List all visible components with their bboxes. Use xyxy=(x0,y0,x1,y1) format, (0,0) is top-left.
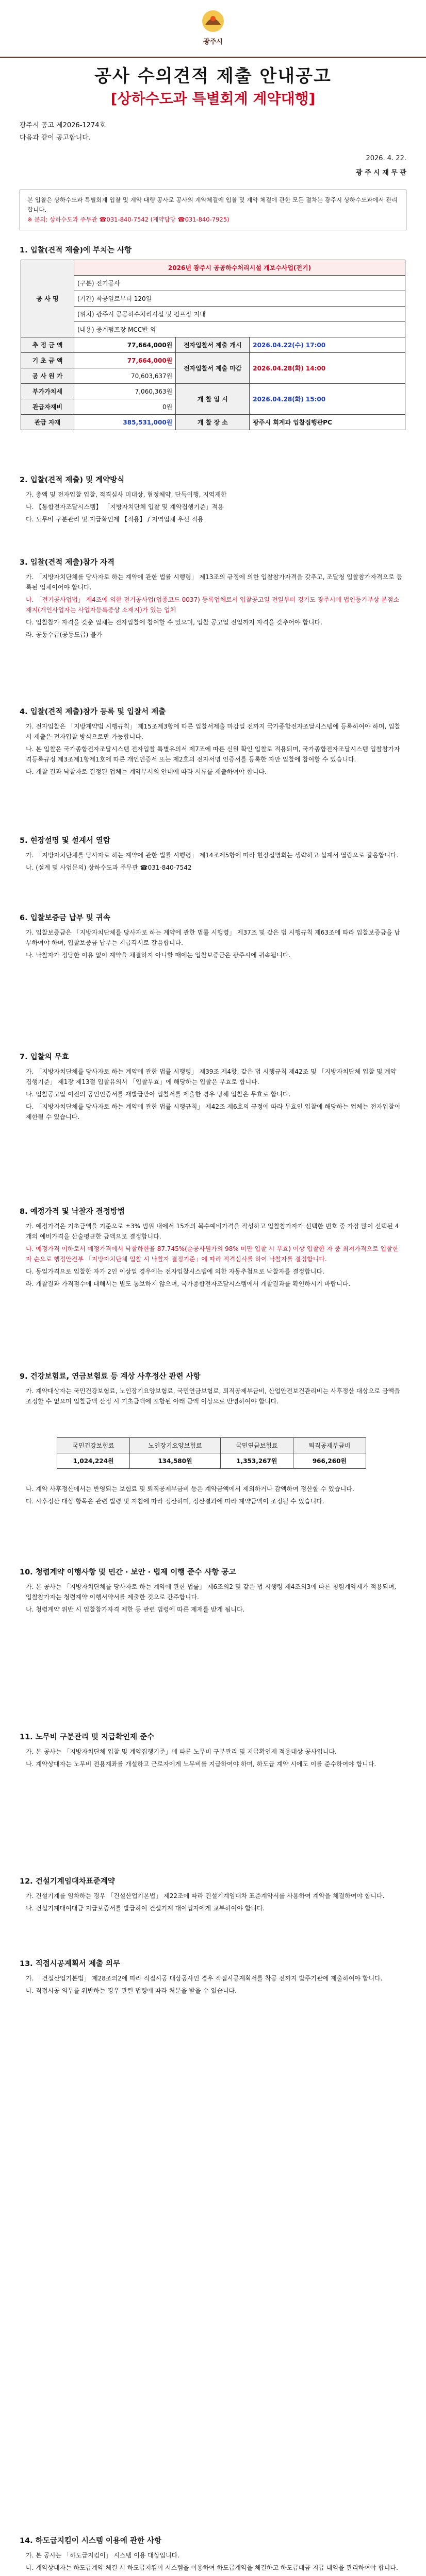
section-9-title: 9. 건강보험료, 연금보험료 등 계상 사후정산 관련 사항 xyxy=(20,1372,201,1381)
text-line: 다. 동일가격으로 입찰한 자가 2인 이상일 경우에는 전자입찰시스템에 의한 자동추첨으로 낙찰자를 결정합니다. xyxy=(26,1268,324,1275)
price-label: 부가가치세 xyxy=(21,384,74,399)
section-3-title: 3. 입찰(견적 제출)참가 자격 xyxy=(20,558,115,567)
text-line: 다. 사후정산 대상 항목은 관련 법령 및 지침에 따라 정산하며, 정산결과에 따라 계약금액이 조정될 수 있습니다. xyxy=(26,1498,324,1505)
section-4-title: 4. 입찰(견적 제출)참가 등록 및 입찰서 제출 xyxy=(20,708,166,716)
notice-number: 광주시 공고 제2026-1274호 xyxy=(20,122,106,129)
text-line: 가. 본 공사는 「하도급지킴이」 시스템 이용 대상입니다. xyxy=(26,2552,179,2559)
section-10-body xyxy=(26,1582,403,1617)
insurance-header: 국민건강보험료 xyxy=(57,1438,130,1453)
schedule-value: 2026.04.28(화) 14:00 xyxy=(250,353,405,384)
intro-line-2: ※ 문의: 상하수도과 주무관 ☎031-840-7542 (계약담당 ☎031-840-7925) xyxy=(27,216,230,223)
section-2-title: 2. 입찰(견적 제출) 및 계약방식 xyxy=(20,476,125,484)
schedule-value: 광주시 회계과 입찰집행관PC xyxy=(250,415,405,430)
section-7-title: 7. 입찰의 무효 xyxy=(20,1053,69,1061)
section-13-body xyxy=(26,1973,403,1998)
text-line: 가. 총액 및 전자입찰 입찰, 적격심사 미대상, 협정체약, 단독이행, 지역제한 xyxy=(26,491,227,498)
insurance-value: 1,353,267원 xyxy=(220,1453,293,1469)
section-4-body xyxy=(26,721,403,779)
text-line: 나. 계약 사후정산에서는 반영되는 보험료 및 퇴직공제부금비 등은 계약금액에서 제외하거나 감액하여 정산할 수 있습니다. xyxy=(26,1485,354,1493)
section-11-title: 11. 노무비 구분관리 및 지급확인제 준수 xyxy=(20,1733,155,1741)
insurance-header: 국민연금보험료 xyxy=(220,1438,293,1453)
notice-date: 2026. 4. 22. xyxy=(366,155,406,162)
text-line: 가. 본 공사는 「지방자치단체를 당사자로 하는 계약에 관한 법률」 제6조의2 및 같은 법 시행령 제4조의3에 따른 청렴계약제가 적용되며, 입찰참가자는 청렴계약 이행서약서를 제출한 것으로 간주합니다. xyxy=(26,1583,397,1601)
header xyxy=(0,0,426,58)
text-line: 나. 직접시공 의무를 위반하는 경우 관련 법령에 따라 처분을 받을 수 있습니다. xyxy=(26,1987,237,1994)
section-3-body xyxy=(26,572,403,642)
text-line: 가. 「건설산업기본법」 제28조의2에 따라 직접시공 대상공사인 경우 직접시공계획서를 착공 전까지 발주기관에 제출하여야 합니다. xyxy=(26,1975,383,1982)
section-8-body xyxy=(26,1221,403,1291)
schedule-label: 전자입찰서 제출 마감 xyxy=(176,353,250,384)
text-line: 다. 노무비 구분관리 및 지급확인제 【적용】 / 지역업체 우선 적용 xyxy=(26,516,204,523)
price-value: 385,531,000원 xyxy=(74,415,176,430)
insurance-value: 1,024,224원 xyxy=(57,1453,130,1469)
project-location: (위치) 광주시 공공하수처리시설 및 펌프장 지내 xyxy=(74,307,405,322)
city-logo-icon xyxy=(201,9,225,33)
text-line: 가. 입찰보증금은 「지방자치단체를 당사자로 하는 계약에 관한 법률 시행령」 제37조 및 같은 법 시행규칙 제63조에 따라 입찰보증금을 납부하여야 하며, 입찰보증금 납부는 지급각서로 갈음합니다. xyxy=(26,929,400,946)
text-line: 나. 계약상대자는 노무비 전용계좌를 개설하고 근로자에게 노무비를 지급하여야 하며, 하도급 계약 시에도 이를 준수하여야 합니다. xyxy=(26,1760,376,1768)
notice-intro: 다음과 같이 공고합니다. xyxy=(20,134,91,142)
price-value: 77,664,000원 xyxy=(74,353,176,368)
price-label: 기 초 금 액 xyxy=(21,353,74,368)
schedule-value: 2026.04.28(화) 15:00 xyxy=(250,384,405,415)
text-line: 가. 전자입찰은 「지방계약법 시행규칙」 제15조제3항에 따른 입찰서제출 마감일 전까지 국가종합전자조달시스템에 등록하여야 하며, 입찰서 제출은 전자입찰 방식으로만 가능합니다. xyxy=(26,723,401,740)
price-value: 77,664,000원 xyxy=(74,337,176,353)
schedule-label: 개 찰 장 소 xyxy=(176,415,250,430)
insurance-header: 노인장기요양보험료 xyxy=(130,1438,221,1453)
section-11-body xyxy=(26,1747,403,1771)
text-line: 다. 개찰 결과 낙찰자로 결정된 업체는 계약부서의 안내에 따라 서류를 제출하여야 합니다. xyxy=(26,768,267,775)
text-line: 가. 본 공사는 「지방자치단체 입찰 및 계약집행기준」에 따른 노무비 구분관리 및 지급확인제 적용대상 공사입니다. xyxy=(26,1748,337,1755)
text-line: 가. 건설기계를 임차하는 경우 「건설산업기본법」 제22조에 따라 건설기계임대차 표준계약서를 사용하여 계약을 체결하여야 합니다. xyxy=(26,1892,385,1900)
text-line: 나. 예정가격 이하로서 예정가격에서 낙찰하한율 87.745%(순공사원가의 98% 미만 입찰 시 무효) 이상 입찰한 자 중 최저가격으로 입찰한 자 순으로 행정안전부 「지방자치단체 입찰 시 낙찰자 결정기준」에 따라 적격심사를 하여 낙찰자를 결정합니다. xyxy=(26,1245,399,1263)
text-line: 나. (설계 및 사업문의) 상하수도과 주무관 ☎031-840-7542 xyxy=(26,864,192,871)
page-subtitle: [상하수도과 특별회계 계약대행] xyxy=(110,90,316,107)
project-type: (구분) 전기공사 xyxy=(74,276,405,291)
insurance-value: 966,260원 xyxy=(293,1453,366,1469)
schedule-label: 개 찰 일 시 xyxy=(176,384,250,415)
section-10-title: 10. 청렴계약 이행사항 및 민간 · 보안 · 법제 이행 준수 사항 공고 xyxy=(20,1568,236,1577)
text-line: 다. 입찰참가 자격을 갖춘 업체는 전자입찰에 참여할 수 있으며, 입찰 공고일 전일까지 자격을 갖추어야 합니다. xyxy=(26,619,322,626)
schedule-label: 전자입찰서 제출 개시 xyxy=(176,337,250,353)
insurance-table xyxy=(57,1437,366,1469)
text-line: 라. 공동수급(공동도급) 불가 xyxy=(26,631,103,638)
price-label: 관급자재비 xyxy=(21,399,74,415)
section-14-body xyxy=(26,2550,403,2576)
section-6-title: 6. 입찰보증금 납부 및 귀속 xyxy=(20,914,110,922)
section-6-body xyxy=(26,927,403,962)
text-line: 나. 입찰공고일 이전의 공인인증서를 재발급받아 입찰서를 제출한 경우 당해 입찰은 무효로 합니다. xyxy=(26,1091,291,1098)
price-value: 7,060,363원 xyxy=(74,384,176,399)
price-label: 공 사 원 가 xyxy=(21,368,74,384)
price-label: 관급 자재 xyxy=(21,415,74,430)
schedule-value: 2026.04.22(수) 17:00 xyxy=(250,337,405,353)
section-2-body xyxy=(26,489,403,527)
text-line: 가. 계약대상자는 국민건강보험료, 노인장기요양보험료, 국민연금보험료, 퇴직공제부금비, 산업안전보건관리비는 사후정산 대상으로 금액을 조정할 수 없으며 입찰금액 산정 시 기초금액에 포함된 아래 금액 이상으로 반영하여야 합니다. xyxy=(26,1387,400,1405)
section-7-body xyxy=(26,1066,403,1124)
project-content: (내용) 중계펌프장 MCC반 외 xyxy=(74,322,405,337)
text-line: 나. 낙찰자가 정당한 이유 없이 계약을 체결하지 아니할 때에는 입찰보증금은 광주시에 귀속됩니다. xyxy=(26,952,291,959)
text-line: 나. 계약상대자는 하도급계약 체결 시 하도급지킴이 시스템을 이용하여 하도급계약을 체결하고 하도급대금 지급 내역을 관리하여야 합니다. xyxy=(26,2564,398,2571)
project-period: (기간) 착공일로부터 120일 xyxy=(74,291,405,307)
section-14-title: 14. 하도급지킴이 시스템 이용에 관한 사항 xyxy=(20,2537,162,2545)
intro-line-1: 본 입찰은 상하수도과 특별회계 입찰 및 계약 대행 공사로 공사의 계약체결에 입찰 및 계약 체결에 관한 모든 절차는 광주시 상하수도과에서 관리합니다. xyxy=(27,196,398,213)
text-line: 나. 「전기공사업법」 제4조에 의한 전기공사업(업종코드 0037) 등록업체로서 입찰공고일 전일부터 경기도 광주시에 법인등기부상 본점소재지(개인사업자는 사업자등록증상 소재지)가 있는 업체 xyxy=(26,596,399,614)
section-12-title: 12. 건설기계임대차표준계약 xyxy=(20,1877,115,1886)
text-line: 나. 본 입찰은 국가종합전자조달시스템 전자입찰 특별유의서 제7조에 따른 신원 확인 입찰로 적용되며, 국가종합전자조달시스템 입찰참가자격등록규정 제3조제1항제1호에 따른 개인인증서 또는 제2호의 전자서명 인증서를 등록한 자만 입찰에 참여할 수 있습니다. xyxy=(26,745,400,763)
section-9-body xyxy=(26,1386,403,1409)
text-line: 가. 「지방자치단체를 당사자로 하는 계약에 관한 법률 시행령」 제14조제5항에 따라 현장설명회는 생략하고 설계서 열람으로 갈음합니다. xyxy=(26,852,399,859)
text-line: 가. 「지방자치단체를 당사자로 하는 계약에 관한 법률 시행령」 제39조 제4항, 같은 법 시행규칙 제42조 및 「지방자치단체 입찰 및 계약 집행기준」 제1장 제13절 입찰유의서 「입찰무효」에 해당하는 입찰은 무효로 합니다. xyxy=(26,1068,397,1086)
org-name: 광주시 xyxy=(203,38,223,46)
project-name-label: 공 사 명 xyxy=(21,260,74,337)
section-9-more xyxy=(26,1484,403,1509)
text-line: 가. 「지방자치단체를 당사자로 하는 계약에 관한 법률 시행령」 제13조의 규정에 의한 입찰참가자격을 갖추고, 조달청 입찰참가자격으로 등록된 업체이어야 합니다. xyxy=(26,573,403,591)
insurance-header: 퇴직공제부금비 xyxy=(293,1438,366,1453)
text-line: 가. 예정가격은 기초금액을 기준으로 ±3% 범위 내에서 15개의 복수예비가격을 작성하고 입찰참가자가 선택한 번호 중 가장 많이 선택된 4개의 예비가격을 산술평균한 금액으로 결정합니다. xyxy=(26,1223,399,1240)
text-line: 나. 청렴계약 위반 시 입찰참가자격 제한 등 관련 법령에 따른 제재를 받게 됩니다. xyxy=(26,1606,245,1613)
bid-info-table xyxy=(21,260,405,430)
section-5-body xyxy=(26,850,403,875)
price-label: 추 정 금 액 xyxy=(21,337,74,353)
issuer: 광 주 시 재 무 관 xyxy=(356,169,406,177)
insurance-value: 134,580원 xyxy=(130,1453,221,1469)
project-name: 2026년 광주시 공공하수처리시설 개보수사업(전기) xyxy=(74,260,405,276)
text-line: 나. 건설기계대여대금 지급보증서를 발급하여 건설기계 대여업자에게 교부하여야 합니다. xyxy=(26,1905,265,1912)
text-line: 라. 개찰결과 가격점수에 대해서는 별도 통보하지 않으며, 국가종합전자조달시스템에서 개찰결과를 확인하시기 바랍니다. xyxy=(26,1280,351,1287)
section-5-title: 5. 현장설명 및 설계서 열람 xyxy=(20,837,110,845)
section-8-title: 8. 예정가격 및 낙찰자 결정방법 xyxy=(20,1208,125,1216)
section-13-title: 13. 직접시공계획서 제출 의무 xyxy=(20,1960,120,1968)
price-value: 0원 xyxy=(74,399,176,415)
page-title: 공사 수의견적 제출 안내공고 xyxy=(94,66,332,87)
intro-box xyxy=(20,190,406,230)
text-line: 다. 「지방자치단체를 당사자로 하는 계약에 관한 법률 시행규칙」 제42조 제6호의 규정에 따라 무효인 입찰에 해당하는 업체는 전자입찰이 제한될 수 있습니다. xyxy=(26,1103,401,1121)
price-value: 70,603,637원 xyxy=(74,368,176,384)
section-12-body xyxy=(26,1891,403,1916)
text-line: 나. 【통합전자조달시스템】 「지방자치단체 입찰 및 계약집행기준」적용 xyxy=(26,503,224,511)
section-1-title: 1. 입찰(견적 제출)에 부치는 사항 xyxy=(20,246,132,255)
